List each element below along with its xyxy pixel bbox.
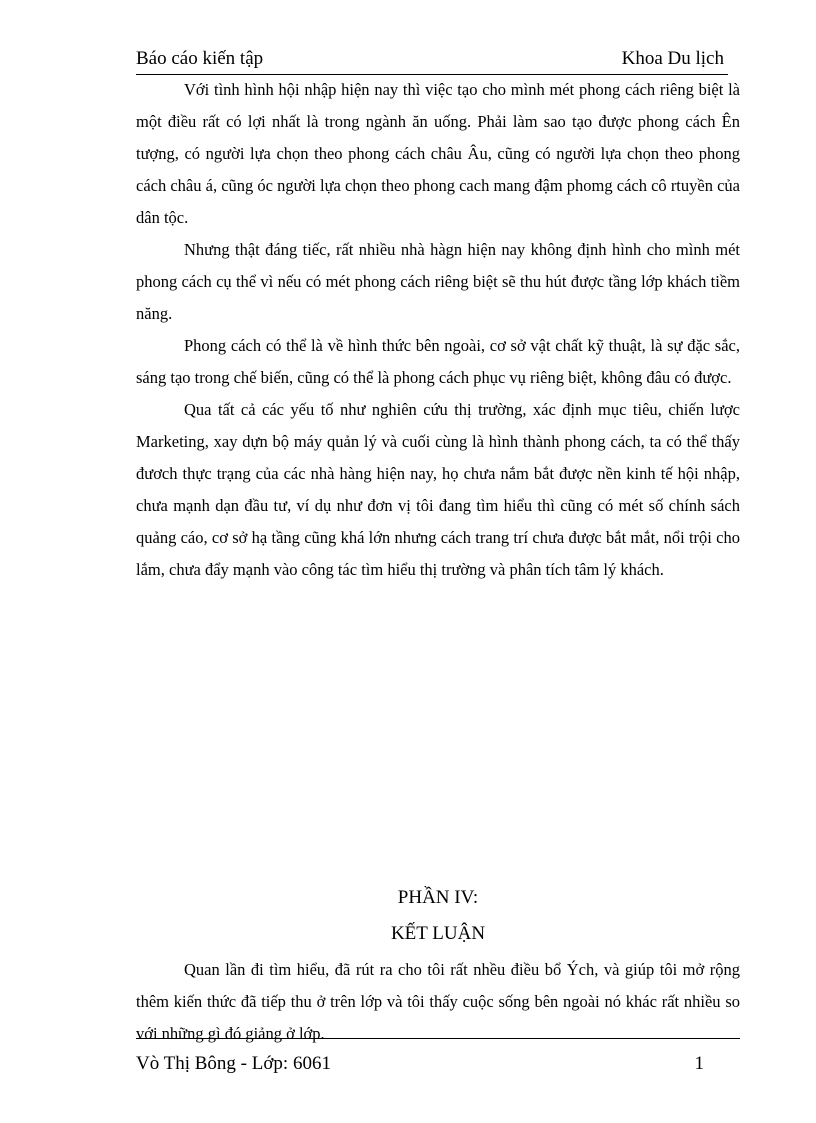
conclusion-text [136,954,740,1050]
part-title: PHẦN IV: [397,887,479,908]
body-text [136,74,740,586]
conclusion-paragraph: Quan lần đi tìm hiểu, đã rút ra cho tôi rất nhều điều bổ Ých, và giúp tôi mở rộng thêm kiến thức đã tiếp thu ở trên lớp và tôi thấy cuộc sống bên ngoài nó khác rất nhiều so với những gì đó giảng ở lớp. [136,960,740,1043]
header-report-title: Báo cáo kiến tập [136,48,264,69]
paragraph-1: Với tình hình hội nhập hiện nay thì việc tạo cho mình mét phong cách riêng biệt là một điều rất có lợi nhất là trong ngành ăn uống. Phải làm sao tạo được phong cách Ên tượng, có người lựa chọn theo phong cách châu Âu, cũng có người lựa chọn theo phong cách châu á, cũng óc người lựa chọn theo phong cach mang đậm phomg cách cô rtuyền của dân tộc. [136,80,740,227]
header-faculty: Khoa Du lịch [621,48,724,69]
page-header [136,46,728,75]
page-number: 1 [694,1053,704,1074]
conclusion-title: KẾT LUẬN [390,923,486,944]
page-footer [136,1038,740,1079]
paragraph-3: Phong cách có thể là về hình thức bên ngoài, cơ sở vật chất kỹ thuật, là sự đặc sắc, sáng tạo trong chế biến, cũng có thể là phong cách phục vụ riêng biệt, không đâu có được. [136,336,740,387]
paragraph-4: Qua tất cả các yếu tố như nghiên cứu thị trường, xác định mục tiêu, chiến lược Marketing, xay dựn bộ máy quản lý và cuối cùng là hình thành phong cách, ta có thể thấy đươch thực trạng của các nhà hàng hiện nay, họ chưa nắm bắt được nền kinh tế hội nhập, chưa mạnh dạn đầu tư, ví dụ như đơn vị tôi đang tìm hiểu thì cũng có mét số chính sách quảng cáo, cơ sở hạ tầng cũng khá lớn nhưng cách trang trí chưa được bắt mắt, nổi trội cho lắm, chưa đẩy mạnh vào công tác tìm hiểu thị trường và phân tích tâm lý khách. [136,400,740,579]
footer-author: Vò Thị Bông - Lớp: 6061 [136,1053,331,1074]
paragraph-2: Nhưng thật đáng tiếc, rất nhiều nhà hàgn hiện nay không định hình cho mình mét phong cách cụ thể vì nếu có mét phong cách riêng biệt sẽ thu hút được tầng lớp khách tiềm năng. [136,240,740,323]
